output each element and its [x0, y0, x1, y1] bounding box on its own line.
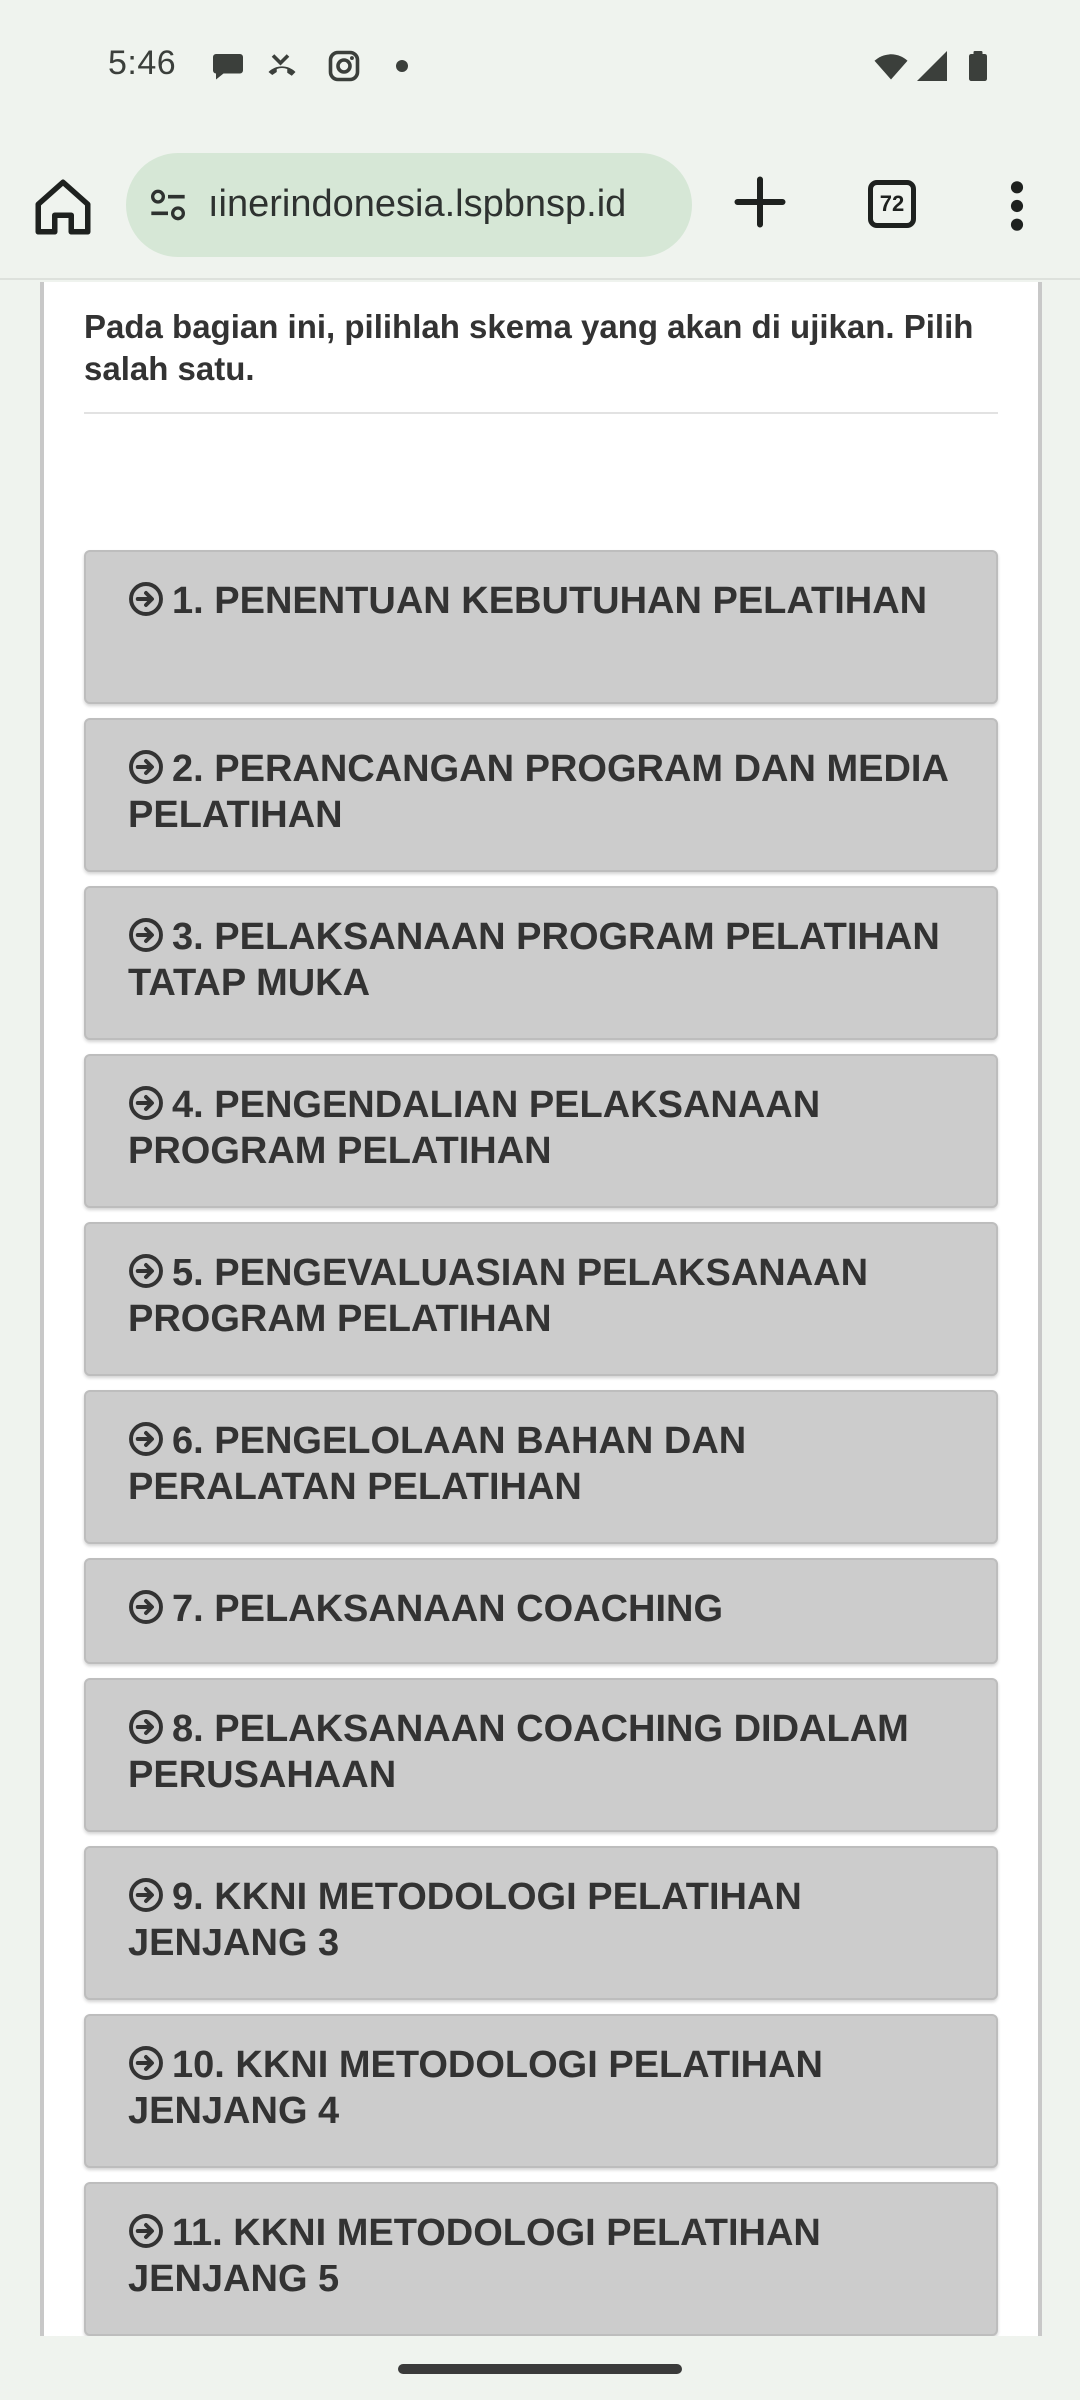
- scheme-button-8[interactable]: [84, 1678, 998, 1832]
- scheme-button-7[interactable]: [84, 1558, 998, 1664]
- address-bar[interactable]: [126, 153, 692, 257]
- scheme-label: 7. PELAKSANAAN COACHING: [172, 1588, 724, 1630]
- arrow-circle-right-icon: [128, 2045, 164, 2081]
- arrow-circle-right-icon: [128, 2213, 164, 2249]
- scheme-button-1[interactable]: [84, 550, 998, 704]
- scheme-button-3[interactable]: [84, 886, 998, 1040]
- scheme-button-4[interactable]: [84, 1054, 998, 1208]
- tab-switcher-button[interactable]: [868, 180, 916, 228]
- scheme-label: 10. KKNI METODOLOGI PELATIHAN JENJANG 4: [128, 2044, 823, 2132]
- arrow-circle-right-icon: [128, 1253, 164, 1289]
- wifi-icon: [870, 48, 912, 84]
- content-card: [40, 282, 1042, 2336]
- arrow-circle-right-icon: [128, 1589, 164, 1625]
- intro-text: Pada bagian ini, pilihlah skema yang akan di ujikan. Pilih salah satu.: [84, 308, 974, 387]
- scheme-button-6[interactable]: [84, 1390, 998, 1544]
- new-tab-icon[interactable]: [730, 172, 790, 232]
- instagram-icon: [326, 48, 362, 84]
- signal-icon: [914, 48, 950, 84]
- tab-count: 72: [879, 191, 905, 216]
- scheme-label: 11. KKNI METODOLOGI PELATIHAN JENJANG 5: [128, 2212, 821, 2300]
- scheme-label: 9. KKNI METODOLOGI PELATIHAN JENJANG 3: [128, 1876, 802, 1964]
- arrow-circle-right-icon: [128, 1085, 164, 1121]
- url-text[interactable]: ıinerindonesia.lspbnsp.id: [208, 183, 627, 225]
- scheme-button-5[interactable]: [84, 1222, 998, 1376]
- more-options-icon[interactable]: [1000, 178, 1034, 234]
- scheme-button-2[interactable]: [84, 718, 998, 872]
- browser-toolbar: [0, 138, 1080, 280]
- navigation-bar: [0, 2336, 1080, 2400]
- scheme-label: 6. PENGELOLAAN BAHAN DAN PERALATAN PELATIHAN: [128, 1420, 747, 1508]
- chat-bubble-icon: [210, 48, 246, 84]
- missed-call-icon: [264, 48, 300, 84]
- scheme-button-9[interactable]: [84, 1846, 998, 2000]
- arrow-circle-right-icon: [128, 581, 164, 617]
- scheme-label: 3. PELAKSANAAN PROGRAM PELATIHAN TATAP MUKA: [128, 916, 940, 1004]
- home-icon[interactable]: [30, 174, 96, 240]
- scheme-label: 8. PELAKSANAAN COACHING DIDALAM PERUSAHAAN: [128, 1708, 909, 1796]
- scheme-button-10[interactable]: [84, 2014, 998, 2168]
- dot-icon: [384, 48, 420, 84]
- divider: [84, 412, 998, 414]
- arrow-circle-right-icon: [128, 917, 164, 953]
- arrow-circle-right-icon: [128, 749, 164, 785]
- web-page: [0, 282, 1080, 2336]
- scheme-list: [84, 550, 998, 2350]
- scheme-label: 4. PENGENDALIAN PELAKSANAAN PROGRAM PELATIHAN: [128, 1084, 821, 1172]
- arrow-circle-right-icon: [128, 1877, 164, 1913]
- gesture-handle[interactable]: [398, 2364, 682, 2374]
- site-settings-icon[interactable]: [146, 185, 190, 225]
- scheme-label: 1. PENENTUAN KEBUTUHAN PELATIHAN: [172, 580, 928, 622]
- arrow-circle-right-icon: [128, 1421, 164, 1457]
- scheme-label: 5. PENGEVALUASIAN PELAKSANAAN PROGRAM PELATIHAN: [128, 1252, 869, 1340]
- status-time: 5:46: [108, 44, 177, 82]
- scheme-label: 2. PERANCANGAN PROGRAM DAN MEDIA PELATIHAN: [128, 748, 948, 836]
- battery-icon: [960, 48, 996, 84]
- arrow-circle-right-icon: [128, 1709, 164, 1745]
- status-bar: [0, 0, 1080, 138]
- scheme-button-11[interactable]: [84, 2182, 998, 2336]
